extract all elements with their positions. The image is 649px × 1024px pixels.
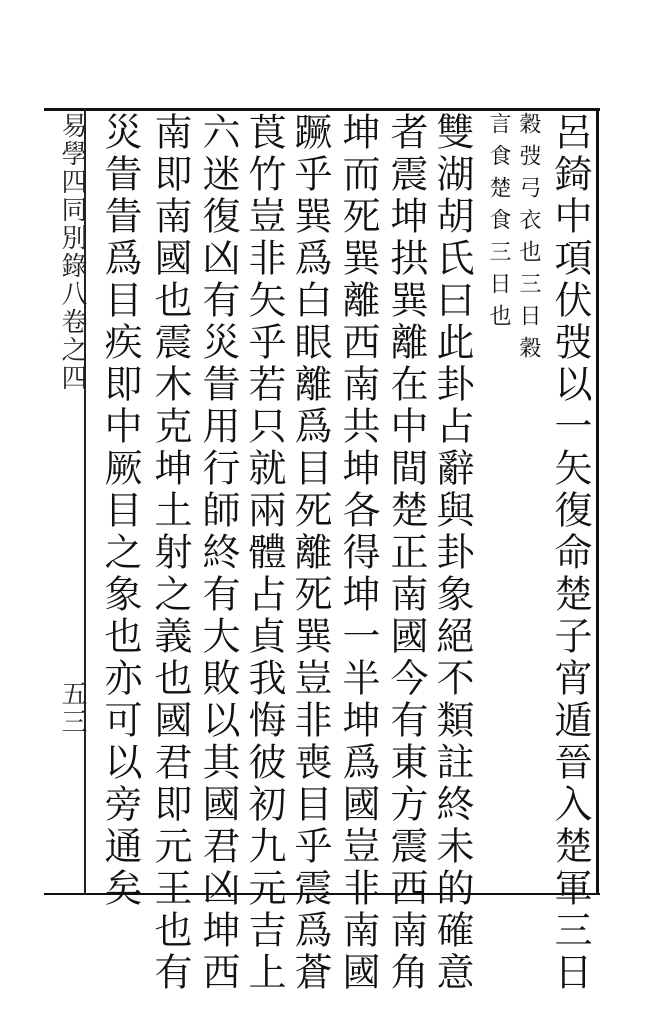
annotation-column-2: 言食楚食三日也 (486, 112, 511, 336)
text-column-1: 呂錡中項伏弢以一矢復命楚子宵遁晉入楚軍三日 (548, 112, 592, 994)
text-column-5: 蹶乎巽爲白眼離爲目死離死巽豈非喪目乎震爲蒼 (288, 112, 332, 994)
text-column-2: 雙湖胡氏曰此卦占辭與卦象絕不類註終未的確意 (430, 112, 474, 994)
annotation-column-1: 穀弢弓衣也三日穀 (516, 112, 541, 368)
text-column-7: 六迷復凶有災眚用行師終有大敗以其國君凶坤西 (196, 112, 240, 994)
margin-title: 易學四同別錄八卷之四 (57, 112, 87, 392)
text-column-3: 者震坤拱巽離在中間楚正南國今有東方震西南角 (384, 112, 428, 994)
top-border-line (44, 108, 600, 111)
right-border-line (596, 108, 599, 895)
page-number: 五三 (57, 680, 87, 736)
text-column-8: 南即南國也震木克坤土射之義也國君即元王也有 (148, 112, 192, 994)
text-column-9: 災眚眚爲目疾即中厥目之象也亦可以旁通矣 (98, 112, 142, 910)
text-column-6: 莨竹豈非矢乎若只就兩體占貞我悔彼初九元吉上 (242, 112, 286, 994)
text-column-4: 坤而死巽離西南共坤各得坤一半坤爲國豈非南國 (336, 112, 380, 994)
